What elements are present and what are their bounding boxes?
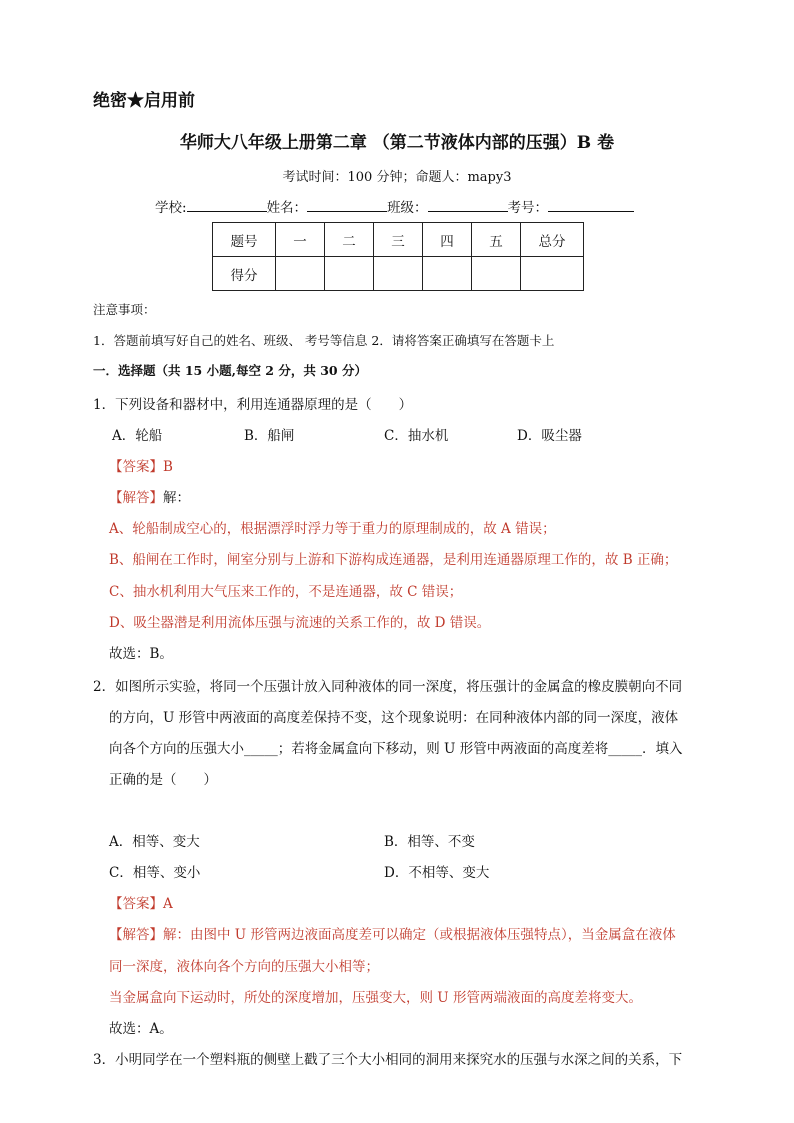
answer-value: B (163, 459, 173, 475)
q2-analysis-line-3: 当金属盒向下运动时，所处的深度增加，压强变大，则 U 形管两端液面的高度差将变大。 (109, 990, 642, 1006)
score-cell: 四 (423, 223, 472, 257)
score-input-cell[interactable] (472, 257, 521, 291)
score-table (212, 222, 584, 291)
answer-tag: 【答案】 (109, 459, 163, 475)
q2-answer (109, 892, 173, 912)
score-cell: 五 (472, 223, 521, 257)
score-cell: 题号 (213, 223, 276, 257)
confidential-mark: 绝密★启用前 (93, 91, 195, 111)
exam-title: 华师大八年级上册第二章 （第二节液体内部的压强）B 卷 (179, 133, 615, 153)
q2-stem-line-2: 的方向，U 形管中两液面的高度差保持不变，这个现象说明：在同种液体内部的同一深度，液体 (109, 710, 679, 726)
score-input-cell[interactable] (423, 257, 472, 291)
q2-conclusion: 故选：A。 (109, 1021, 173, 1037)
score-cell: 一 (276, 223, 325, 257)
exam-number-blank[interactable] (548, 198, 634, 212)
q1-option-c: C．抽水机 (384, 428, 449, 444)
exam-number-label: 考号： (507, 200, 549, 216)
score-table-header-row (213, 223, 584, 257)
answer-tag: 【答案】 (109, 896, 163, 912)
q1-option-d: D．吸尘器 (517, 428, 582, 444)
answer-value: A (163, 896, 173, 912)
class-label: 班级： (387, 200, 428, 216)
q1-analysis-line-b: B、船闸在工作时，闸室分别与上游和下游构成连通器，是利用连通器原理工作的，故 B 正确； (109, 552, 678, 568)
q1-option-b: B．船闸 (244, 428, 295, 444)
q1-analysis-line-a: A、轮船制成空心的，根据漂浮时浮力等于重力的原理制成的，故 A 错误； (109, 521, 556, 537)
q1-analysis-line-c: C、抽水机利用大气压来工作的，不是连通器，故 C 错误； (109, 584, 463, 600)
student-fields (155, 196, 634, 216)
q2-option-c: C．相等、变小 (109, 865, 201, 881)
q2-stem-line-3: 向各个方向的压强大小_____；若将金属盒向下移动，则 U 形管中两液面的高度差将_____．填入 (109, 741, 683, 757)
q2-option-a: A．相等、变大 (109, 834, 200, 850)
score-input-cell[interactable] (325, 257, 374, 291)
score-table-score-row (213, 257, 584, 291)
section-title: 一．选择题（共 15 小题,每空 2 分，共 30 分） (93, 363, 367, 378)
q1-conclusion: 故选：B。 (109, 646, 173, 662)
score-input-cell[interactable] (374, 257, 423, 291)
exam-info: 考试时间：100 分钟；命题人：mapy3 (282, 170, 512, 185)
q2-option-b: B．相等、不变 (384, 834, 475, 850)
score-cell: 得分 (213, 257, 276, 291)
score-cell: 总分 (521, 223, 584, 257)
q3-stem: 3．小明同学在一个塑料瓶的侧壁上戳了三个大小相同的洞用来探究水的压强与水深之间的关系，下 (93, 1052, 683, 1068)
q2-stem-line-1: 2．如图所示实验，将同一个压强计放入同种液体的同一深度，将压强计的金属盒的橡皮膜朝向不同 (93, 679, 683, 695)
class-blank[interactable] (428, 198, 508, 212)
q1-stem: 1．下列设备和器材中，利用连通器原理的是（ ） (93, 397, 413, 413)
q2-option-d: D．不相等、变大 (384, 865, 490, 881)
score-input-cell[interactable] (521, 257, 584, 291)
score-input-cell[interactable] (276, 257, 325, 291)
q1-answer (109, 455, 173, 475)
analysis-tag: 【解答】 (109, 927, 163, 943)
name-label: 姓名： (266, 200, 308, 216)
q1-option-a: A．轮船 (112, 428, 163, 444)
q2-analysis-line-1 (109, 923, 676, 943)
q2-analysis-line-2: 同一深度，液体向各个方向的压强大小相等； (109, 959, 379, 975)
q1-analysis-line-d: D、吸尘器潜是利用流体压强与流速的关系工作的，故 D 错误。 (109, 615, 491, 631)
q2-stem-line-4: 正确的是（ ） (109, 772, 217, 788)
school-blank[interactable] (187, 198, 267, 212)
notes-title: 注意事项： (93, 302, 156, 317)
school-label: 学校: (155, 200, 187, 216)
score-cell: 三 (374, 223, 423, 257)
score-cell: 二 (325, 223, 374, 257)
analysis-lead: 解： (163, 490, 190, 506)
analysis-text: 解：由图中 U 形管两边液面高度差可以确定（或根据液体压强特点），当金属盒在液体 (163, 927, 676, 943)
analysis-tag: 【解答】 (109, 490, 163, 506)
name-blank[interactable] (307, 198, 387, 212)
notes-text: 1．答题前填写好自己的姓名、班级、 考号等信息 2．请将答案正确填写在答题卡上 (93, 333, 555, 348)
q1-analysis (109, 486, 190, 506)
